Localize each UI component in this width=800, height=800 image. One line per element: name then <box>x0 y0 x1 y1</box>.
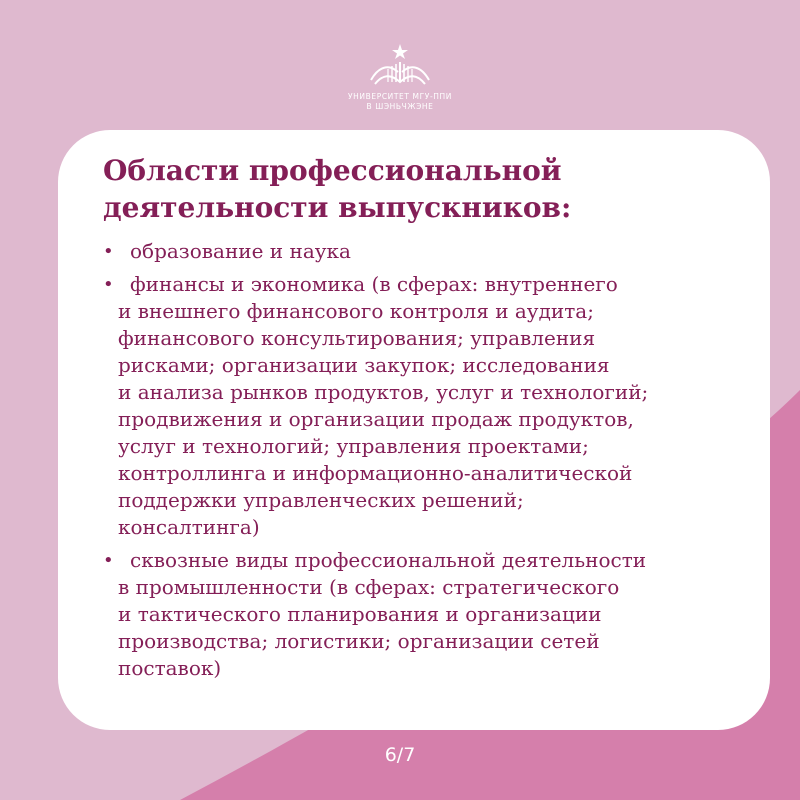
list-item-line: поддержки управленческих решений; <box>118 488 524 512</box>
list-item-line: образование и наука <box>130 239 351 263</box>
list-item-line: поставок) <box>118 656 222 680</box>
logo-line-1: УНИВЕРСИТЕТ МГУ-ППИ <box>348 92 452 101</box>
list-item-line: в промышленности (в сферах: стратегического <box>118 575 620 599</box>
list-item-line: финансового консультирования; управления <box>118 326 596 350</box>
list-item-line: сквозные виды профессиональной деятельности <box>130 548 647 572</box>
bullet-icon: • <box>103 550 114 571</box>
list-item-line: рисками; организации закупок; исследования <box>118 353 610 377</box>
list-item-line: продвижения и организации продаж продуктов, <box>118 407 634 431</box>
list-item-line: консалтинга) <box>118 515 260 539</box>
list-item-line: и тактического планирования и организации <box>118 602 602 626</box>
list-item <box>103 271 743 541</box>
list-item <box>103 238 743 265</box>
list-item <box>103 547 743 682</box>
list-item-text <box>118 547 743 682</box>
activity-list <box>103 238 743 688</box>
list-item-line: услуг и технологий; управления проектами; <box>118 434 589 458</box>
list-item-line: контроллинга и информационно-аналитической <box>118 461 633 485</box>
list-item-line: и внешнего финансового контроля и аудита; <box>118 299 594 323</box>
page-title: Области профессиональной деятельности выпускников: <box>103 154 572 224</box>
list-item-line: производства; логистики; организации сетей <box>118 629 600 653</box>
bullet-icon: • <box>103 241 114 262</box>
bullet-icon: • <box>103 274 114 295</box>
list-item-line: и анализа рынков продуктов, услуг и технологий; <box>118 380 649 404</box>
list-item-text <box>118 238 743 265</box>
university-logo <box>330 42 470 117</box>
list-item-text <box>118 271 743 541</box>
university-emblem-icon <box>367 42 433 90</box>
content-card <box>58 130 770 730</box>
list-item-line: финансы и экономика (в сферах: внутреннего <box>130 272 618 296</box>
logo-line-2: В ШЭНЬЧЖЭНЕ <box>366 102 434 111</box>
page-indicator: 6/7 <box>384 744 416 766</box>
